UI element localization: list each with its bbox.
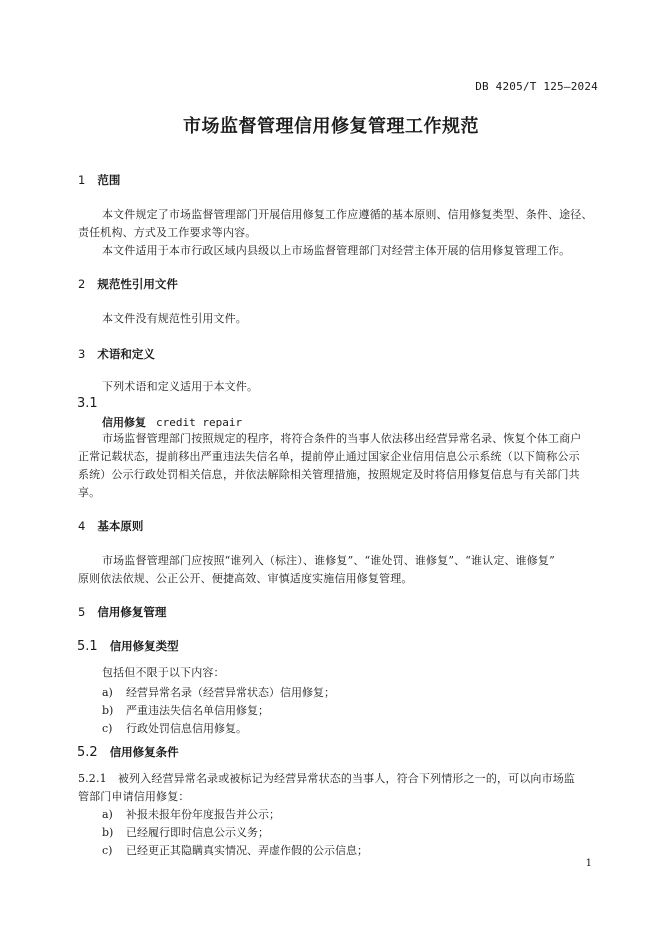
- paragraph-line: 享。: [78, 486, 101, 499]
- paragraph-line: 原则依法依规、公正公开、便捷高效、审慎适度实施信用修复管理。: [78, 572, 413, 585]
- section-title: 信用修复管理: [97, 605, 167, 619]
- list-marker: a): [102, 686, 113, 699]
- document-title: 市场监督管理信用修复管理工作规范: [183, 116, 479, 137]
- page-number: 1: [585, 858, 592, 869]
- list-marker: b): [102, 704, 114, 717]
- paragraph-line: 市场监督管理部门应按照“谁列入（标注）、谁修复”、“谁处罚、谁修复”、“谁认定、谁修复”: [102, 554, 555, 567]
- list-item: [102, 720, 247, 736]
- section-title: 规范性引用文件: [97, 277, 178, 291]
- list-text: 已经更正其隐瞒真实情况、弄虚作假的公示信息；: [126, 844, 368, 857]
- section-3-heading: [78, 346, 155, 362]
- section-4-heading: [78, 518, 143, 534]
- section-number: 3: [78, 347, 86, 361]
- subsection-5-2-heading: [77, 744, 179, 760]
- list-item: [102, 684, 335, 700]
- paragraph-line: 正常记载状态，提前移出严重违法失信名单，提前停止通过国家企业信用信息公示系统（以下简称公示: [78, 450, 580, 463]
- paragraph-line: 5.2.1 被列入经营异常名录或被标记为经营异常状态的当事人，符合下列情形之一的，可以向市场监: [78, 772, 576, 785]
- list-item: [102, 806, 280, 822]
- paragraph-line: 本文件没有规范性引用文件。: [102, 312, 247, 325]
- term-english: credit repair: [156, 416, 243, 429]
- list-item: [102, 824, 269, 840]
- list-text: 严重违法失信名单信用修复；: [126, 704, 269, 717]
- paragraph-line: 系统）公示行政处罚相关信息，并依法解除相关管理措施，按照规定及时将信用修复信息与有关部门共: [78, 468, 580, 481]
- section-title: 基本原则: [97, 519, 144, 533]
- subsection-title: 信用修复类型: [109, 639, 179, 653]
- subsection-number: 5.2: [77, 745, 98, 760]
- list-text: 已经履行即时信息公示义务；: [126, 826, 269, 839]
- list-text: 经营异常名录（经营异常状态）信用修复；: [126, 686, 335, 699]
- list-item: [102, 842, 368, 858]
- paragraph-line: 市场监督管理部门按照规定的程序，将符合条件的当事人依法移出经营异常名录、恢复个体工商户: [102, 432, 582, 445]
- term-entry: [102, 414, 242, 430]
- list-text: 行政处罚信息信用修复。: [126, 722, 247, 735]
- paragraph-line: 下列术语和定义适用于本文件。: [102, 380, 259, 393]
- list-item: [102, 702, 269, 718]
- subsection-title: 信用修复条件: [109, 745, 179, 759]
- section-number: 4: [78, 519, 86, 533]
- term-number: 3.1: [77, 396, 98, 411]
- list-marker: b): [102, 826, 114, 839]
- subsection-5-1-heading: [77, 638, 179, 654]
- section-number: 5: [78, 605, 86, 619]
- section-number: 1: [78, 173, 86, 187]
- paragraph-line: 责任机构、方式及工作要求等内容。: [78, 226, 257, 239]
- section-number: 2: [78, 277, 86, 291]
- list-marker: c): [102, 844, 113, 857]
- term-name: 信用修复: [102, 416, 146, 429]
- section-2-heading: [78, 276, 178, 292]
- list-marker: c): [102, 722, 113, 735]
- paragraph-line: 管部门申请信用修复：: [78, 790, 190, 803]
- section-5-heading: [78, 604, 166, 620]
- list-text: 补报未报年份年度报告并公示；: [126, 808, 280, 821]
- section-title: 范围: [97, 173, 121, 187]
- section-1-heading: [78, 172, 120, 188]
- subsection-number: 5.1: [77, 639, 98, 654]
- section-title: 术语和定义: [97, 347, 155, 361]
- standard-code: DB 4205/T 125—2024: [475, 80, 598, 93]
- paragraph-line: 包括但不限于以下内容：: [102, 666, 225, 679]
- paragraph-line: 本文件适用于本市行政区域内县级以上市场监督管理部门对经营主体开展的信用修复管理工作。: [102, 244, 571, 257]
- list-marker: a): [102, 808, 113, 821]
- paragraph-line: 本文件规定了市场监督管理部门开展信用修复工作应遵循的基本原则、信用修复类型、条件、途径、: [102, 208, 593, 221]
